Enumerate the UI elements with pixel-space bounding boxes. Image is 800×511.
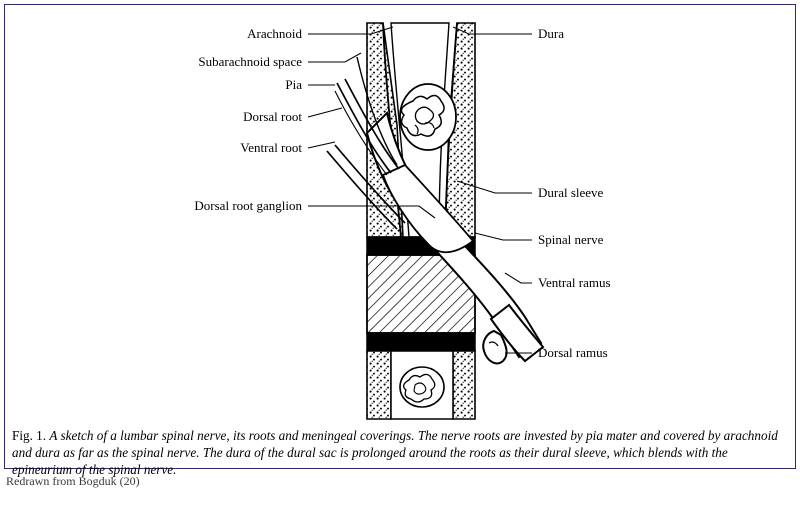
label-dura: Dura	[538, 26, 564, 41]
figure-credit: Redrawn from Bogduk (20)	[6, 474, 140, 488]
label-ventral-ramus: Ventral ramus	[538, 275, 611, 290]
label-pia: Pia	[285, 77, 302, 92]
figure-caption	[12, 427, 780, 478]
cauda-equina-lower	[400, 367, 444, 407]
label-dural-sleeve: Dural sleeve	[538, 185, 604, 200]
label-arachnoid-group	[247, 26, 302, 41]
label-spinal-nerve: Spinal nerve	[538, 232, 604, 247]
label-dorsal-root-ganglion: Dorsal root ganglion	[194, 198, 302, 213]
figure-caption-label: Fig. 1.	[12, 428, 47, 443]
spinal-nerve-diagram	[5, 5, 795, 425]
label-dorsal-ramus: Dorsal ramus	[538, 345, 608, 360]
label-subarachnoid-space: Subarachnoid space	[198, 54, 302, 69]
label-dorsal-root: Dorsal root	[243, 109, 302, 124]
figure-area	[5, 5, 795, 425]
figure-caption-text: A sketch of a lumbar spinal nerve, its roots and meningeal coverings. The nerve roots are invested by pia mater and covered by arachnoid and dura as far as the spinal nerve. The dura of the dural sac is prolonged around the roots as their dural sleeve, which blends with the epineurium of the spinal nerve.	[12, 428, 778, 478]
label-arachnoid: Arachnoid	[247, 26, 302, 41]
label-ventral-root: Ventral root	[240, 140, 302, 155]
cauda-equina-upper	[400, 84, 456, 150]
